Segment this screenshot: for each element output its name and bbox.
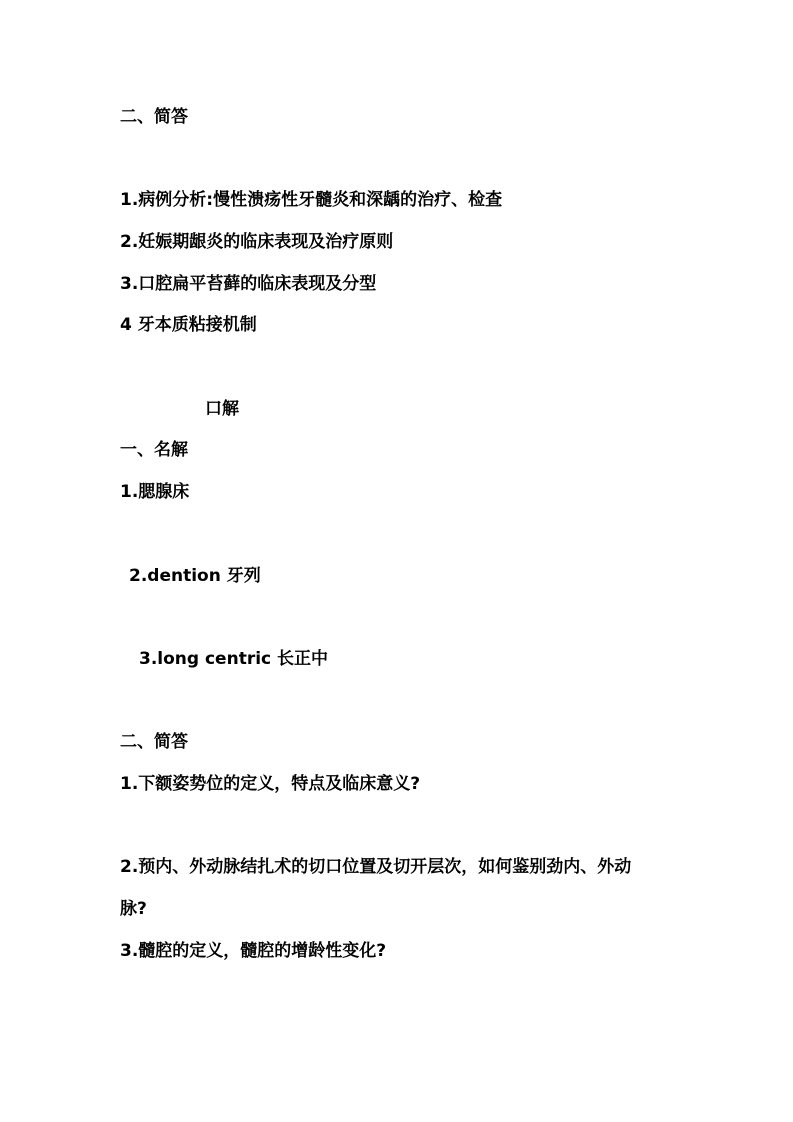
section-heading-short-answer-1: 二、简答 — [120, 107, 188, 127]
definition-1: 1.腮腺床 — [120, 482, 190, 502]
question-1-1: 1.病例分析:慢性溃疡性牙髓炎和深龋的治疗、检查 — [120, 190, 503, 210]
question-2-2: 2.预内、外动脉结扎术的切口位置及切开层次，如何鉴别劲内、外动 — [120, 857, 632, 877]
question-2-2-continued: 脉? — [120, 899, 147, 919]
definition-3: 3.long centric 长正中 — [139, 649, 329, 669]
question-1-3: 3.口腔扁平苔藓的临床表现及分型 — [120, 274, 377, 294]
section-heading-short-answer-2: 二、简答 — [120, 732, 188, 752]
definition-2: 2.dention 牙列 — [129, 566, 261, 586]
question-1-2: 2.妊娠期龈炎的临床表现及治疗原则 — [120, 232, 394, 252]
question-2-3: 3.髓腔的定义，髓腔的增龄性变化? — [120, 941, 387, 961]
subject-title: 口解 — [205, 399, 239, 419]
question-1-4: 4 牙本质粘接机制 — [120, 315, 257, 335]
question-2-1: 1.下额姿势位的定义，特点及临床意义? — [120, 774, 421, 794]
section-heading-definitions: 一、名解 — [120, 440, 188, 460]
